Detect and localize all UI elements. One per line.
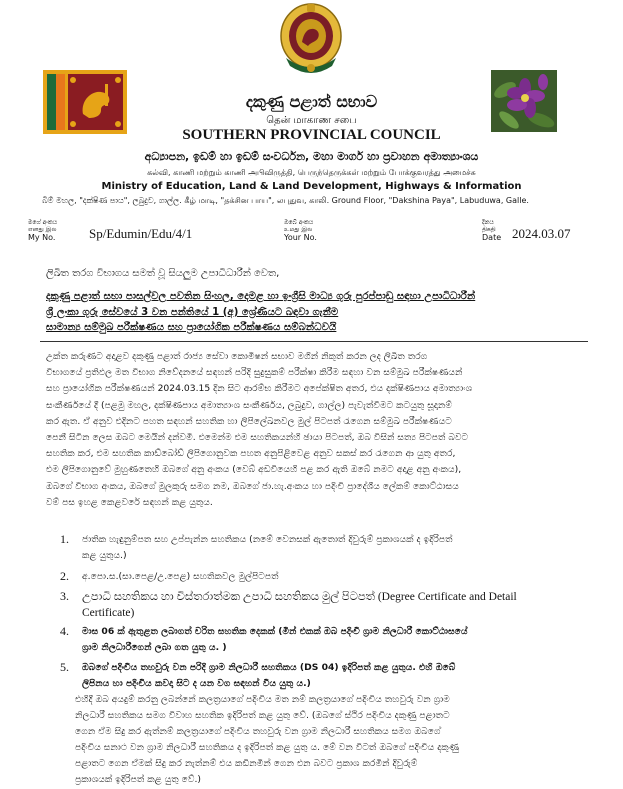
note-line: පදිංචිය සනාථ වන ග්‍රාම නිලධාරී සහතිකය ද ඉදිරිපත් කළ යුතු ය. මේ වන විටත් ඔබගේ පදිංචිය දකුණු [75,742,460,753]
body-line: උක්ත කරුණට අදාළව දකුණු පළාත් රාජ්‍ය සේවා කොමිෂන් සභාව මගින් නිකුත් කරන ලද ලිඛිත තරග [46,351,428,362]
body-line: ඔබගේ විභාග අංකය, ඔබගේ මුලකුරු සමග නම, ඔබගේ ජා.හැ.අංකය හා පදිංචි ප්‍රාදේශීය ලේකම් කොට්ඨාසය [46,480,459,492]
ministry-name-tamil: கல்வி, காணி மற்றும் காணி அபிவிருத்தி, பெருந்தெருக்கள் மற்றும் போக்குவரத்து அமைச்சு [147,168,476,177]
date-label: දිනය திகதி Date [482,219,502,242]
note-line: එහිදී ඔබ අයදුම් කරනු ලබන්නේ කලත්‍රයාගේ පදිංචිය මත නම් කලත්‍රයාගේ පදිංචිය තහවුරු වන ග්‍රාම [75,694,450,705]
subject-line: ශ්‍රී ලංකා ගුරු සේවයේ 3 වන පන්තියේ 1 (අ) ශ්‍රේණියට බඳවා ගැනීම [46,306,339,318]
subject-heading [46,289,586,336]
council-name-sinhala: දකුණු පළාත් සභාව [245,92,378,111]
council-name-tamil: தென் மாகாண சபை [266,115,357,126]
reference-row [28,216,608,252]
body-line: විභාගයේ ප්‍රතිඵල මත විභාග නිවේදනයේ සඳහන් පරිදි සුදුසුකම් පරීක්ෂා කිරීම සඳහා වන සම්මුඛ පරීක්ෂණයන් [46,367,463,379]
address-line: බිම් මහල, "දක්ෂිණ පාය", ලබුදුව, ගාල්ල. கீழ் மாடி, "தக்சின பாய", லபுதுவ, காலி. Ground Floor, "Dakshina Paya", Labuduwa, Galle. [42,196,529,205]
body-paragraph [46,349,586,511]
ministry-name-sinhala: අධ්‍යාපන, ඉඩම් හා ඉඩම් සංවර්ධන, මහා මාර්ග හා ප්‍රවාහන අමාත්‍යාංශය [144,150,479,163]
body-line: පෙනී සිටින ලෙස ඔබට මෙයින් දන්වමි. එමෙන්ම එම සහතිකයන්හි ඡායා පිටපත්, ඔබ විසින් සත්‍ය පිටපත් බවට [46,432,469,444]
subject-line: දකුණු පළාත් සභා පාසල්වල පවතින සිංහල, දෙමළ හා ඉංග්‍රීසි මාධ්‍ය ගුරු පුරප්පාඩු සඳහා උපාධිධාරීන් [46,291,476,302]
note-line: ප්‍රකාශයක් ඉදිරිපත් කළ යුතු වේ.) [75,774,201,785]
note-paragraph [75,692,595,788]
divider [40,341,588,342]
my-no-value: Sp/Edumin/Edu/4/1 [89,226,193,241]
salutation: ලිඛිත තරග විභාගය සමත් වූ සියලුම උපාධිධාරීන් වෙත, [46,268,280,279]
note-line: ගෙන ඒම සිදු කර ඇත්නම් කලත්‍රයාගේ පදිංචිය තහවුරු වන ග්‍රාම නිලධාරී සහතිකය සමග ඔබගේ [75,726,441,737]
body-line: සහතික කර, එම සහතික කාඩ්බෝඩ් ලිපිගොනුවක පහත අනුපිළිවෙළ අනුව සකස් කර රැගෙන ආ යුතු අතර, [46,448,456,460]
ministry-name-english: Ministry of Education, Land & Land Development, Highways & Information [101,181,522,192]
my-no-label: මගේ අංකය எனது இல My No. [28,219,58,242]
date-value: 2024.03.07 [512,226,571,241]
body-line: සහ ප්‍රායෝගික පරීක්ෂණයන් 2024.03.15 දින සිට ආරම්භ කිරීමට අපේක්ෂිත අතර, එය දක්ෂිණපාය අමාත්‍යාංශ [46,383,473,395]
your-no-label: ඔබේ අංකය உமது இல Your No. [284,219,317,242]
national-emblem-icon [278,2,344,78]
note-line: නිලධාරී සහතිකය සමග විවාහ සහතික ඉදිරිපත් කළ යුතු වේ. (ඔබගේ ස්ථිර පදිංචිය දකුණු පළාතට [75,710,450,721]
council-name-english: SOUTHERN PROVINCIAL COUNCIL [182,127,441,143]
body-line: සංකීර්ණයේ දී (පළමු මහල, දක්ෂිණපාය අමාත්‍යාංශ සංකීර්ණය, ලබුදුව, ගාල්ල) පැවැත්වීමට කටයුතු සූදානම් [46,399,452,411]
letter-page: දකුණු පළාත් සභාව தென் மாகாண சபை SOUTHERN PROVINCIAL COUNCIL අධ්‍යාපන, ඉඩම් හා ඉඩම් සංවර්ධන, මහා මාර්ග හා ප්‍රවාහන අමාත්‍යාංශය கல்வி, காணி மற்றும் காணி அபிவிருத்தி, பெருந்தெருக்கள் மற்றும் போக்குவரத்து அமைச்சு Ministry of Education, Land & Land Development, Highways & Information බිම් මහල, "දක්ෂිණ පාය", ලබුදුව, ගාල්ල. கீழ் மாடி, "தக்சின பாய", லபுதுவ, காலி. Ground Floor, "Dakshina Paya", Labuduwa, Galle. මගේ අංකය எனது இல My No. Sp/Edumin/Edu/4/1 ඔබේ අංකය உமது இல Your No. දිනය திகதி Date 2024.03.07 ලිඛිත තරග විභාගය සමත් වූ සියලුම උපාධිධාරීන් වෙත, දකුණු පළාත් සභා පාසල්වල පවතින සිංහල, දෙමළ හා ඉංග්‍රීසි මාධ්‍ය ගුරු පුරප්පාඩු සඳහා උපාධිධාරීන් ශ්‍රී ලංකා ගුරු සේවයේ 3 වන පන්තියේ 1 (අ) ශ්‍රේණියට බඳවා ගැනීම සාමාන්‍ය සම්මුඛ පරීක්ෂණය සහ ප්‍රායෝගික පරීක්ෂණය සම්බන්ධවයි උක්ත කරුණට අදාළව දකුණු පළාත් රාජ්‍ය සේවා කොමිෂන් සභාව මගින් නිකුත් කරන ලද ලිඛිත තරග විභාගයේ ප්‍රතිඵල මත විභාග නිවේදනයේ සඳහන් පරිදි සුදුසුකම් පරීක්ෂා කිරීම සඳහා වන සම්මුඛ පරීක්ෂණයන් සහ ප්‍රායෝගික පරීක්ෂණයන් 2024.03.15 දින සිට ආරම්භ කිරීමට අපේක්ෂිත අතර, එය දක්ෂිණපාය අමාත්‍යාංශ සංකීර්ණයේ දී (පළමු මහල, දක්ෂිණපාය අමාත්‍යාංශ සංකීර්ණය, ලබුදුව, ගාල්ල) පැවැත්වීමට කටයුතු සූදානම් කර ඇත. ඒ අනුව එදිනට පහත සඳහන් සහතික හා ලිපිලේඛනවල මුල් පිටපත් රැගෙන සම්මුඛ පරීක්ෂණයට පෙනී සිටින ලෙස ඔබට මෙයින් දන්වමි. එමෙන්ම එම සහතිකයන්හි ඡායා පිටපත්, ඔබ විසින් සත්‍ය පිටපත් බවට සහතික කර, එම සහතික කාඩ්බෝඩ් ලිපිගොනුවක පහත අනුපිළිවෙළ අනුව සකස් කර රැගෙන ආ යුතු අතර, එම ලිපිගොනුවේ මුහුණතෙහි ඔබගේ අනු අංකය (වෙබ් අඩවියෙහි පළ කර ඇති ඔබේ නමට අදාළ අනු අංකය), ඔබගේ විභාග අංකය, ඔබගේ මුලකුරු සමග නම, ඔබගේ ජා.හැ.අංකය හා පදිංචි ප්‍රාදේශීය ලේකම් කොට්ඨාසය වම් පස ඉහළ කෙළවරේ සඳහන් කළ යුතුය. 1. ජාතික හැඳුනුම්පත සහ උප්පැන්න සහතිකය (නමේ වෙනසක් ඇතොත් දිවුරුම් ප්‍රකාශයක් ද ඉදිරිපත් කළ යුතුය.) 2. අ.පො.ස.(සා.පෙළ/උ.පෙළ) සහතිකවල මුල්පිටපත් 3. උපාධි සහතිකය හා විස්තරාත්මක උපාධි සහතිකය මුල් පිටපත් (Degree Certificate and Detail Certificate) 4. මාස 06 ක් ඇතුළත ලබාගත් චරිත සහතික දෙකක් (මින් එකක් ඔබ පදිංචි ග්‍රාම නිලධාරී කොට්ඨාසයේ ග්‍රාම නිලධාරීගෙන් ලබා ගත යුතු ය. ) 5. ඔබගේ පදිංචිය තහවුරු වන පරිදි ග්‍රාම නිලධාරී සහතිකය (DS 04) ඉදිරිපත් කළ යුතුය. එහි ඔබේ ලිපිනය හා පදිංචිය කවදා සිට ද යන වග සඳහන් විය යුතු ය.) එහිදී ඔබ අයදුම් කරනු ලබන්නේ කලත්‍රයාගේ පදිංචිය මත නම් කලත්‍රයාගේ පදිංචිය තහවුරු වන ග්‍රාම නිලධාරී සහතිකය සමග විවාහ සහතික ඉදිරිපත් කළ යුතු වේ. (ඔබගේ ස්ථිර පදිංචිය දකුණු පළාතට ගෙන ඒම සිදු කර ඇත්නම් කලත්‍රයාගේ පදිංචිය තහවුරු වන ග්‍රාම නිලධාරී සහතිකය සමග ඔබගේ පදිංචිය සනාථ වන ග්‍රාම නිලධාරී සහතිකය ද ඉදිරිපත් කළ යුතු ය. මේ වන විටත් ඔබගේ පදිංචිය දකුණු පළාතට ගෙන ඒමක් සිදු කර නැත්නම් එය කඩිනමින් ගෙන එන බවට ප්‍රකාශ කරමින් දිවුරුම් ප්‍රකාශයක් ඉදිරිපත් කළ යුතු වේ.) [0,0,623,789]
body-line: වම් පස ඉහළ කෙළවරේ සඳහන් කළ යුතුය. [46,496,213,508]
body-line: කර ඇත. ඒ අනුව එදිනට පහත සඳහන් සහතික හා ලිපිලේඛනවල මුල් පිටපත් රැගෙන සම්මුඛ පරීක්ෂණයට [46,415,452,427]
note-line: පළාතට ගෙන ඒමක් සිදු කර නැත්නම් එය කඩිනමින් ගෙන එන බවට ප්‍රකාශ කරමින් දිවුරුම් [75,758,418,769]
subject-line: සාමාන්‍ය සම්මුඛ පරීක්ෂණය සහ ප්‍රායෝගික පරීක්ෂණය සම්බන්ධවයි [46,322,337,333]
body-line: එම ලිපිගොනුවේ මුහුණතෙහි ඔබගේ අනු අංකය (වෙබ් අඩවියෙහි පළ කර ඇති ඔබේ නමට අදාළ අනු අංකය), [46,464,462,476]
